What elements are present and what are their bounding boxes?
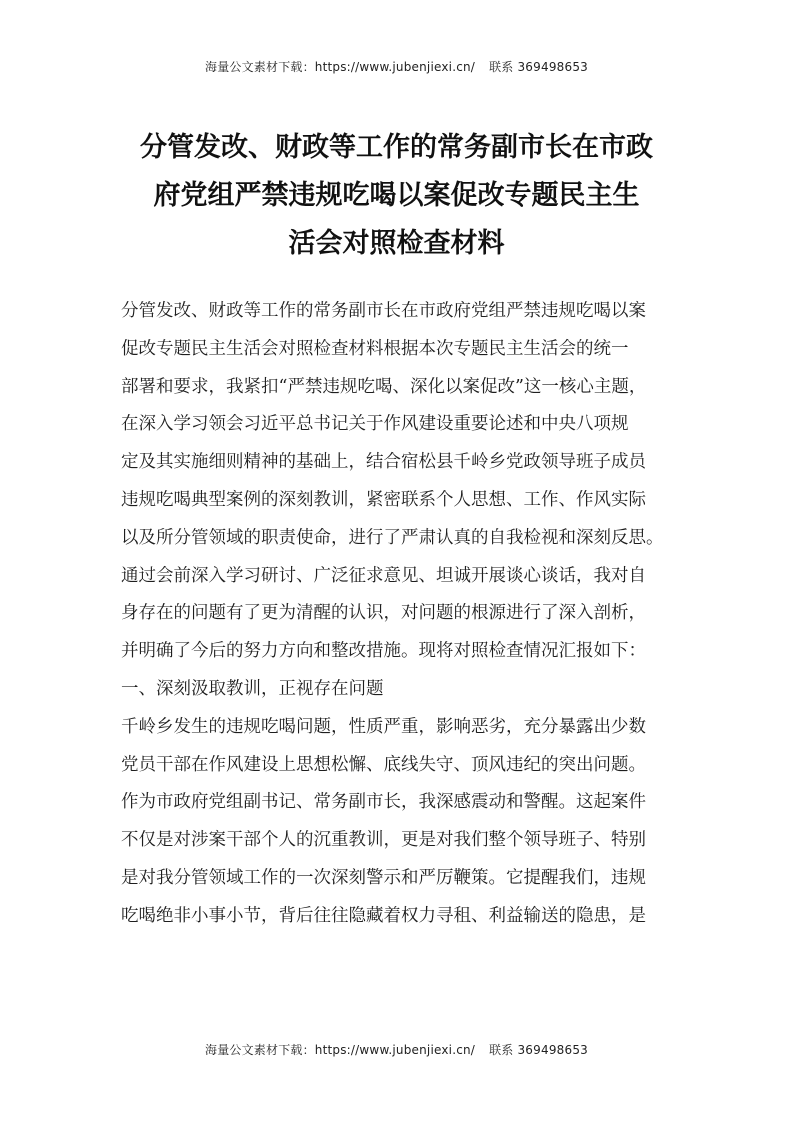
header-download-text: 海量公文素材下载：https://www.jubenjiexi.cn/	[205, 60, 476, 74]
page-footer	[0, 1041, 793, 1058]
body-line: 促改专题民主生活会对照检查材料根据本次专题民主生活会的统一	[121, 338, 629, 359]
body-line: 并明确了今后的努力方向和整改措施。现将对照检查情况汇报如下：	[121, 641, 646, 662]
body-line: 部署和要求，我紧扣“严禁违规吃喝、深化以案促改”这一核心主题，	[121, 376, 647, 397]
page-header	[0, 58, 793, 75]
body-line: 定及其实施细则精神的基础上，结合宿松县千岭乡党政领导班子成员	[121, 452, 646, 473]
footer-contact-text: 联系 369498653	[489, 1043, 588, 1057]
body-line: 作为市政府党组副书记、常务副市长，我深感震动和警醒。这起案件	[121, 792, 646, 813]
title-line: 分管发改、财政等工作的常务副市长在市政	[140, 132, 653, 163]
body-line: 吃喝绝非小事小节，背后往往隐藏着权力寻租、利益输送的隐患，是	[121, 905, 646, 926]
body-line: 不仅是对涉案干部个人的沉重教训，更是对我们整个领导班子、特别	[121, 830, 646, 851]
title-line: 府党组严禁违规吃喝以案促改专题民主生	[153, 180, 640, 211]
body-line: 党员干部在作风建设上思想松懈、底线失守、顶风违纪的突出问题。	[121, 754, 646, 775]
body-line: 千岭乡发生的违规吃喝问题，性质严重，影响恶劣，充分暴露出少数	[121, 716, 646, 737]
body-line: 以及所分管领域的职责使命，进行了严肃认真的自我检视和深刻反思。	[121, 527, 664, 548]
body-line: 违规吃喝典型案例的深刻教训，紧密联系个人思想、工作、作风实际	[121, 489, 646, 510]
document-body	[121, 293, 686, 936]
header-contact-text: 联系 369498653	[489, 60, 588, 74]
body-line: 在深入学习领会习近平总书记关于作风建设重要论述和中央八项规	[121, 414, 629, 435]
body-line: 是对我分管领域工作的一次深刻警示和严厉鞭策。它提醒我们，违规	[121, 867, 646, 888]
body-line: 身存在的问题有了更为清醒的认识，对问题的根源进行了深入剖析，	[121, 603, 646, 624]
title-line: 活会对照检查材料	[288, 228, 505, 259]
document-title	[110, 124, 683, 268]
section-heading: 一、深刻汲取教训，正视存在问题	[121, 678, 384, 699]
footer-download-text: 海量公文素材下载：https://www.jubenjiexi.cn/	[205, 1043, 476, 1057]
body-line: 分管发改、财政等工作的常务副市长在市政府党组严禁违规吃喝以案	[121, 301, 646, 321]
body-line: 通过会前深入学习研讨、广泛征求意见、坦诚开展谈心谈话，我对自	[121, 565, 646, 586]
